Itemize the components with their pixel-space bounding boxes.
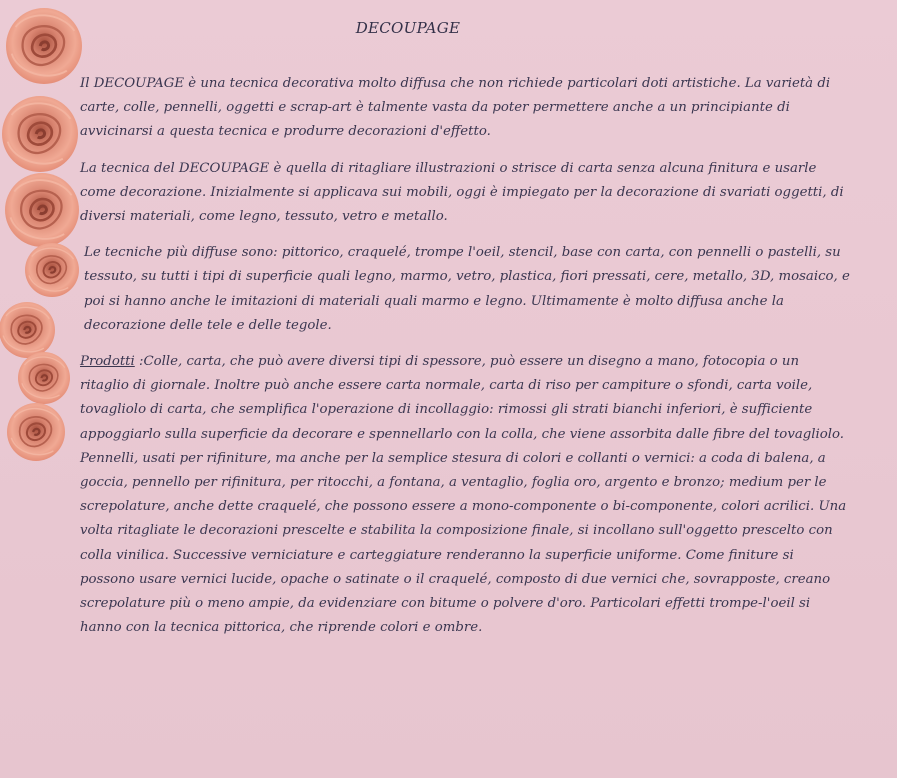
paragraph-technique: La tecnica del DECOUPAGE è quella di ritagliare illustrazioni o strisce di carta senza alcuna finitura e usarle come decorazione. Inizialmente si applicava sui mobili, oggi è impiegato per la decorazione di svariati oggetti, di diversi materiali, come legno, tessuto, vetro e metallo. xyxy=(80,160,844,225)
paragraph-intro: Il DECOUPAGE è una tecnica decorativa molto diffusa che non richiede particolari doti artistiche. La varietà di carte, colle, pennelli, oggetti e scrap-art è talmente vasta da poter permettere anche a un principiante di avvicinarsi a questa tecnica e produrre decorazioni d'effetto. xyxy=(80,76,831,140)
products-label: Prodotti xyxy=(80,354,135,370)
article-body xyxy=(80,72,850,652)
rose-icon xyxy=(0,302,55,358)
rose-decorations xyxy=(0,0,90,470)
rose-icon xyxy=(2,96,78,172)
paragraph-techniques-list: Le tecniche più diffuse sono: pittorico, craquelé, trompe l'oeil, stencil, base con carta, con pennelli o pastelli, su tessuto, su tutti i tipi di superficie quali legno, marmo, vetro, plastica, fiori pressati, cere, metallo, 3D, mosaico, e poi si hanno anche le imitazioni di materiali quali marmo e legno. Ultimamente è molto diffusa anche la decorazione delle tele e delle tegole. xyxy=(84,245,850,333)
rose-icon xyxy=(25,243,79,297)
page-title: DECOUPAGE xyxy=(355,19,461,37)
paragraph-products xyxy=(80,350,850,640)
rose-icon xyxy=(5,173,79,247)
products-text: :Colle, carta, che può avere diversi tipi di spessore, può essere un disegno a mano, fotocopia o un ritaglio di giornale. Inoltre può anche essere carta normale, carta di riso per campiture o sfondi, carta voile, tovagliolo di carta, che semplifica l'operazione di incollaggio: rimossi gli strati bianchi inferiori, è sufficiente appoggiarlo sulla superficie da decorare e spennellarlo con la colla, che viene assorbita dalle fibre del tovagliolo. Pennelli, usati per rifiniture, ma anche per la semplice stesura di colori e collanti o vernici: a coda di balena, a goccia, pennello per rifinitura, per ritocchi, a fontana, a ventaglio, foglia oro, argento e bronzo; medium per le screpolature, anche dette craquelé, che possono essere a mono-componente o bi-componente, colori acrilici. Una volta ritagliate le decorazioni prescelte e stabilita la composizione finale, si incollano sull'oggetto prescelto con colla vinilica. Successive verniciature e carteggiature renderanno la superficie uniforme. Come finiture si possono usare vernici lucide, opache o satinate o il craquelé, composto di due vernici che, sovrapposte, creano screpolature più o meno ampie, da evidenziare con bitume o polvere d'oro. Particolari effetti trompe-l'oeil si hanno con la tecnica pittorica, che riprende colori e ombre. xyxy=(80,354,847,636)
rose-icon xyxy=(7,403,65,461)
rose-border xyxy=(0,0,90,470)
rose-icon xyxy=(18,352,70,404)
